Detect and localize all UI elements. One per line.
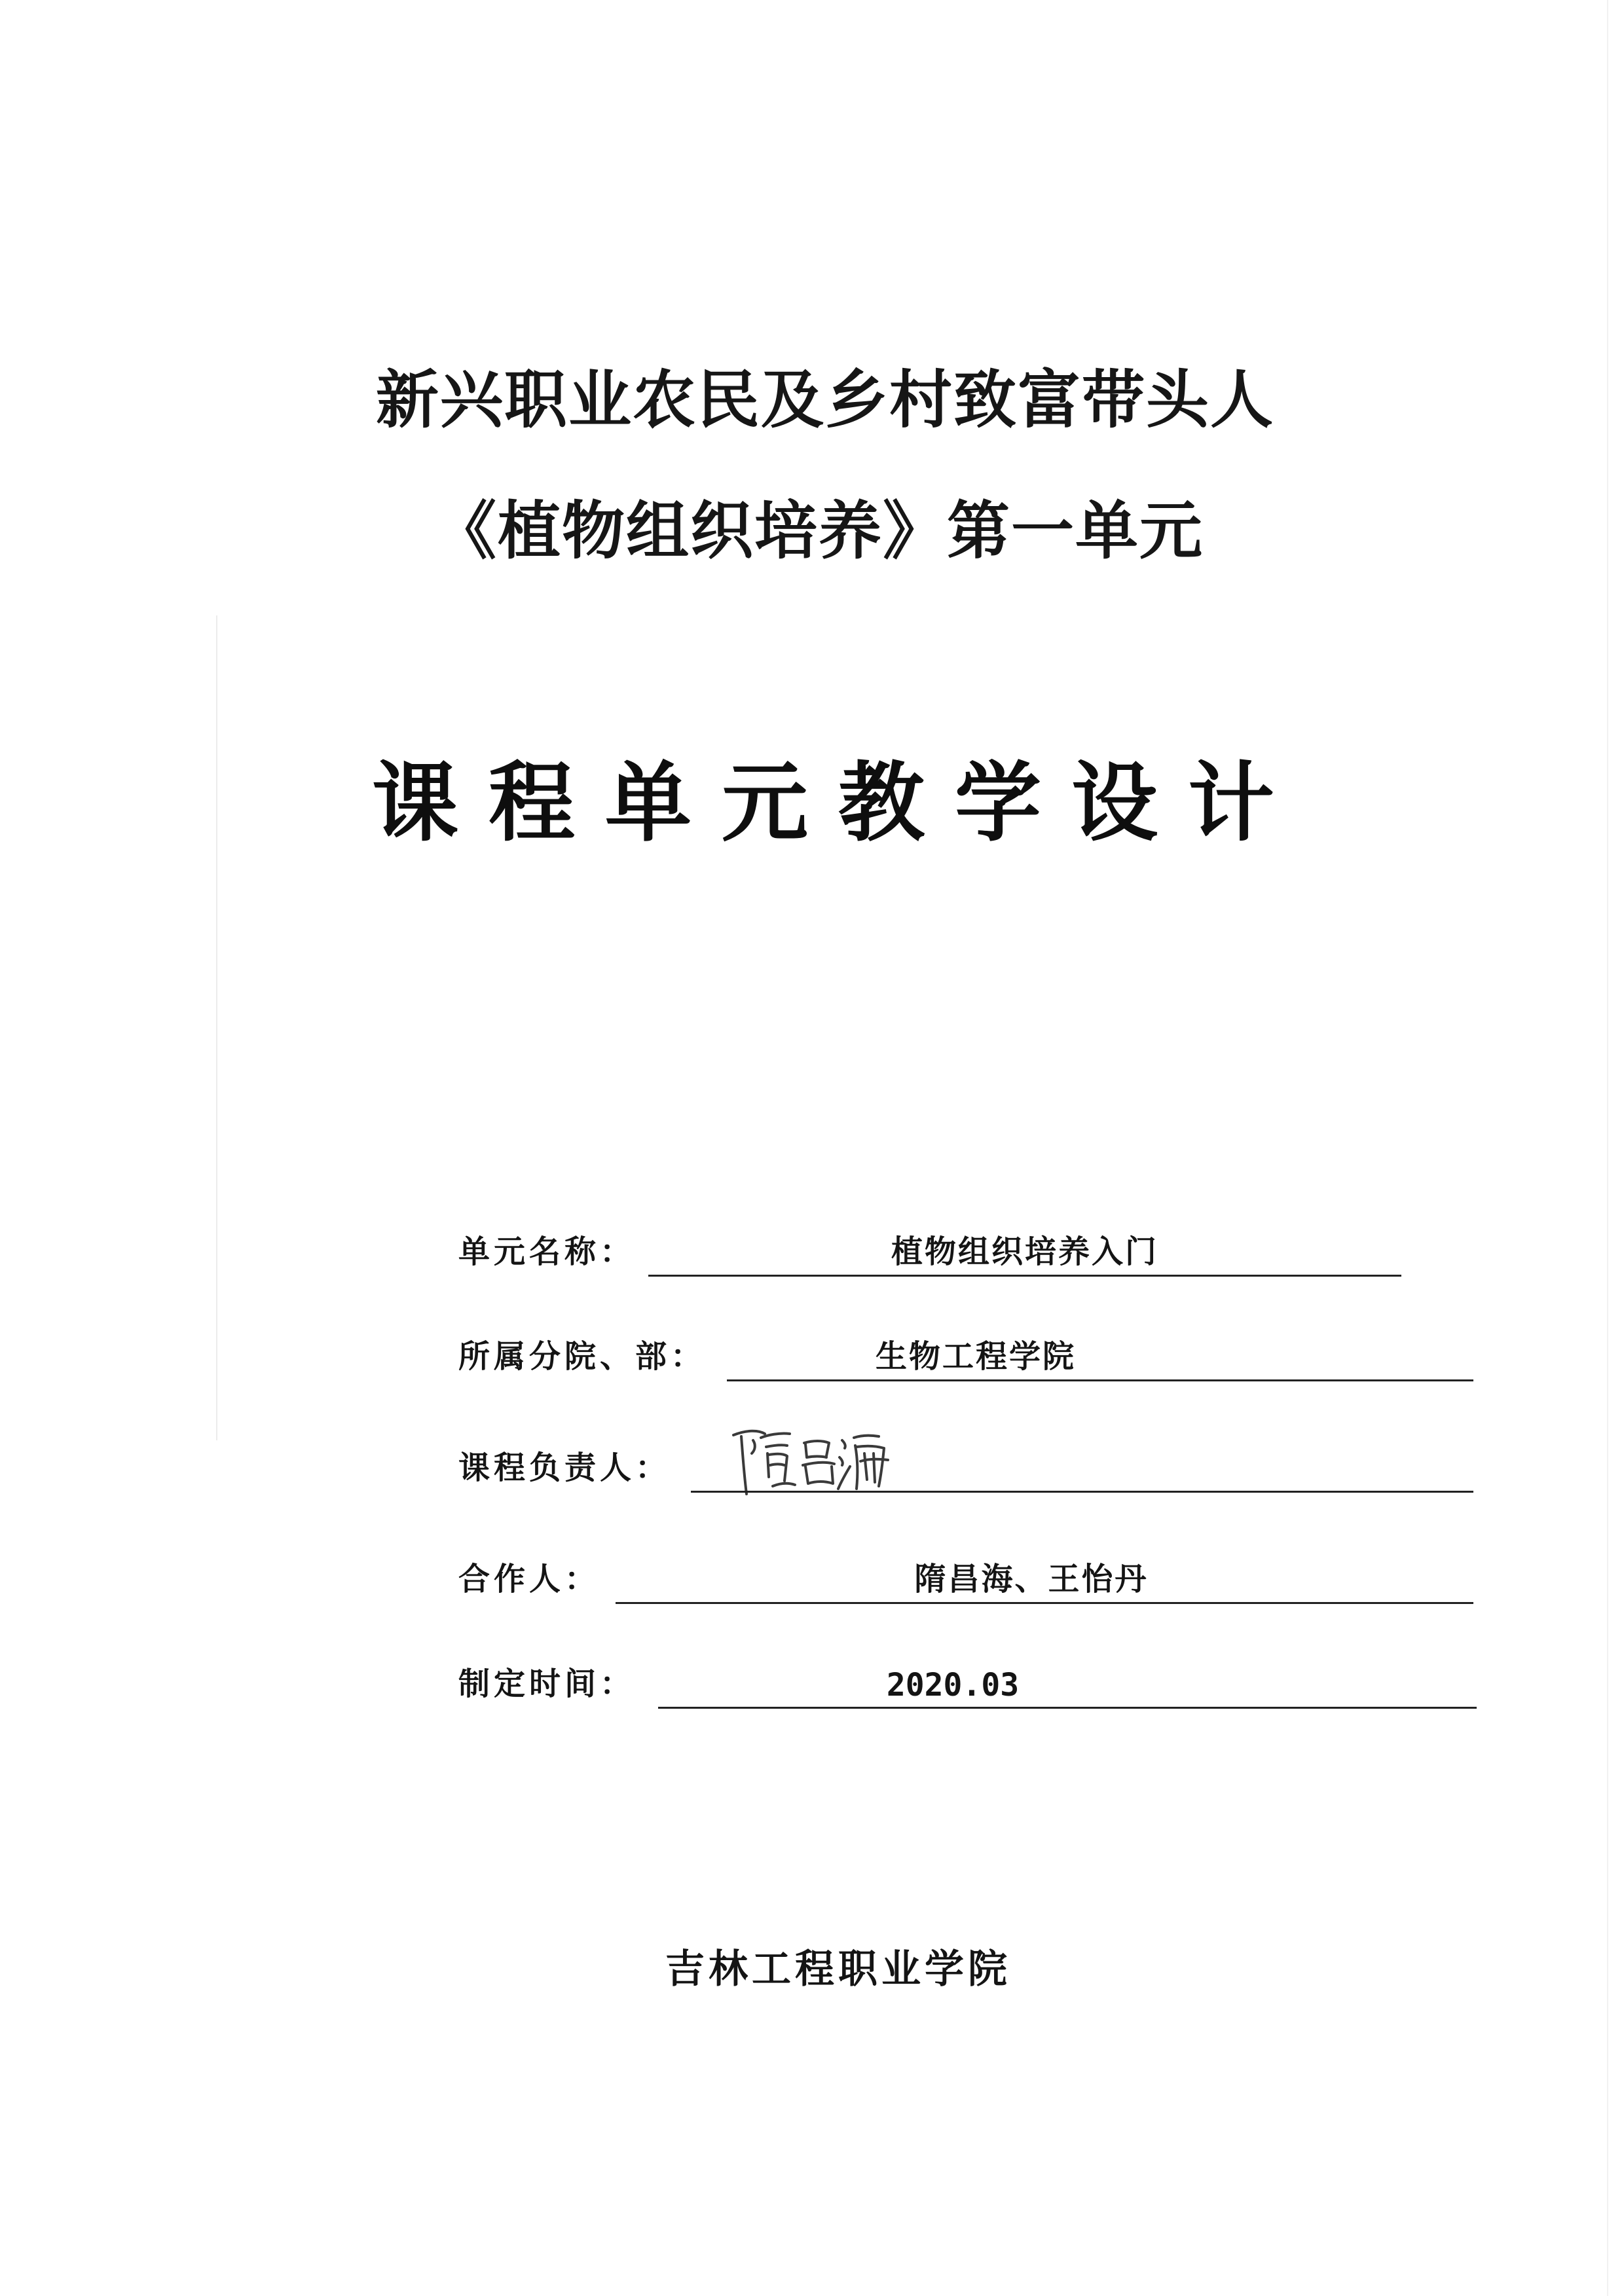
title-line-2: 《植物组织培养》第一单元 bbox=[434, 494, 1204, 568]
course-lead-label: 课程负责人： bbox=[458, 1449, 671, 1486]
collaborators-value: 隋昌海、王怡丹 bbox=[914, 1561, 1149, 1597]
department-underline bbox=[727, 1379, 1473, 1381]
institution-name: 吉林工程职业学院 bbox=[665, 1946, 1011, 1992]
collaborators-underline bbox=[616, 1602, 1473, 1604]
department-value: 生物工程学院 bbox=[875, 1338, 1076, 1375]
unit-name-label: 单元名称： bbox=[458, 1233, 636, 1270]
course-lead-underline bbox=[691, 1491, 1473, 1493]
date-underline bbox=[658, 1707, 1477, 1709]
unit-name-underline bbox=[648, 1275, 1401, 1277]
date-label: 制定时间： bbox=[458, 1666, 636, 1702]
collaborators-label: 合作人： bbox=[458, 1561, 600, 1597]
department-label: 所属分院、部： bbox=[458, 1338, 707, 1375]
main-title: 课程单元教学设计 bbox=[372, 752, 1304, 854]
title-line-1: 新兴职业农民及乡村致富带头人 bbox=[376, 363, 1274, 437]
unit-name-value: 植物组织培养入门 bbox=[891, 1233, 1158, 1270]
handwritten-signature bbox=[727, 1421, 897, 1506]
date-value: 2020.03 bbox=[886, 1667, 1020, 1704]
